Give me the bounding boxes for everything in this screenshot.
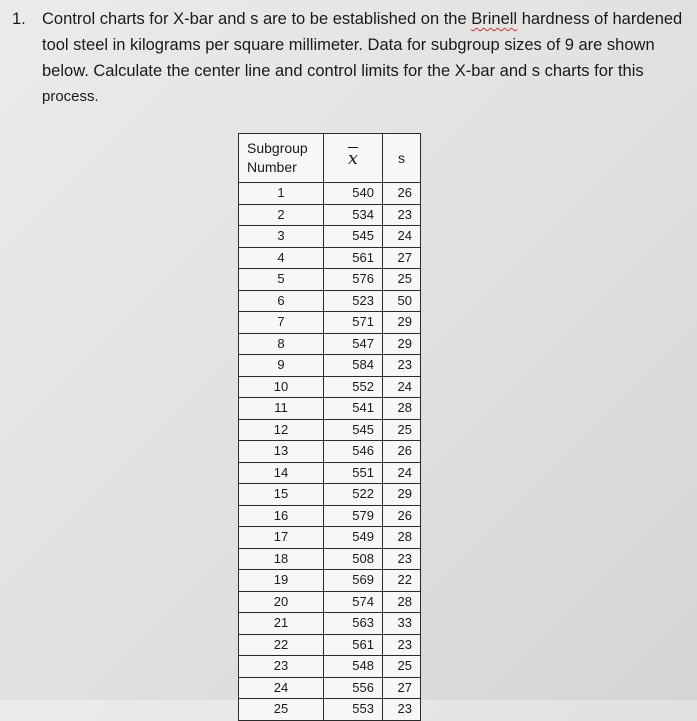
cell-xbar: 549 [324, 527, 383, 549]
cell-s: 28 [383, 591, 421, 613]
cell-xbar: 541 [324, 398, 383, 420]
table-row [239, 677, 421, 699]
table-row [239, 484, 421, 506]
cell-subgroup-number: 20 [239, 591, 324, 613]
xbar-symbol: $\overline{x}$ [347, 147, 359, 169]
cell-s: 25 [383, 419, 421, 441]
cell-s: 24 [383, 376, 421, 398]
table-row [239, 699, 421, 721]
cell-subgroup-number: 4 [239, 247, 324, 269]
cell-xbar: 563 [324, 613, 383, 635]
cell-s: 50 [383, 290, 421, 312]
cell-s: 26 [383, 505, 421, 527]
brinell-word: Brinell [471, 10, 518, 28]
cell-s: 28 [383, 527, 421, 549]
table-row [239, 333, 421, 355]
cell-s: 27 [383, 677, 421, 699]
table-row [239, 548, 421, 570]
question-line-3: below. Calculate the center line and control limits for the X-bar and s charts for this [42, 62, 644, 80]
cell-s: 23 [383, 204, 421, 226]
cell-s: 25 [383, 269, 421, 291]
cell-subgroup-number: 15 [239, 484, 324, 506]
cell-xbar: 547 [324, 333, 383, 355]
question-line-1 [42, 6, 692, 32]
cell-s: 25 [383, 656, 421, 678]
cell-s: 29 [383, 312, 421, 334]
cell-xbar: 584 [324, 355, 383, 377]
table-row [239, 591, 421, 613]
question-text [42, 6, 692, 110]
cell-xbar: 574 [324, 591, 383, 613]
cell-xbar: 561 [324, 247, 383, 269]
cell-s: 24 [383, 226, 421, 248]
cell-subgroup-number: 24 [239, 677, 324, 699]
cell-subgroup-number: 7 [239, 312, 324, 334]
cell-subgroup-number: 13 [239, 441, 324, 463]
question-line-1-end: hardness of hardened [517, 10, 683, 28]
cell-xbar: 548 [324, 656, 383, 678]
header-subgroup-number: Subgroup Number [239, 134, 324, 183]
cell-s: 26 [383, 183, 421, 205]
cell-xbar: 522 [324, 484, 383, 506]
table-row [239, 398, 421, 420]
cell-xbar: 508 [324, 548, 383, 570]
cell-subgroup-number: 23 [239, 656, 324, 678]
cell-subgroup-number: 2 [239, 204, 324, 226]
table-row [239, 462, 421, 484]
cell-xbar: 576 [324, 269, 383, 291]
cell-xbar: 545 [324, 419, 383, 441]
cell-xbar: 553 [324, 699, 383, 721]
cell-subgroup-number: 22 [239, 634, 324, 656]
question-line-2: tool steel in kilograms per square millimeter. Data for subgroup sizes of 9 are shown [42, 36, 655, 54]
table-row [239, 527, 421, 549]
cell-subgroup-number: 16 [239, 505, 324, 527]
cell-xbar: 540 [324, 183, 383, 205]
table-header-row [239, 134, 421, 183]
question-line-1-start: Control charts for X-bar and s are to be established on the [42, 10, 472, 28]
cell-subgroup-number: 19 [239, 570, 324, 592]
cell-subgroup-number: 11 [239, 398, 324, 420]
header-s: s [383, 134, 421, 183]
cell-s: 26 [383, 441, 421, 463]
header-xbar [324, 134, 383, 183]
table-row [239, 634, 421, 656]
cell-subgroup-number: 12 [239, 419, 324, 441]
cell-subgroup-number: 21 [239, 613, 324, 635]
cell-subgroup-number: 5 [239, 269, 324, 291]
cell-s: 22 [383, 570, 421, 592]
cell-subgroup-number: 3 [239, 226, 324, 248]
cell-xbar: 534 [324, 204, 383, 226]
cell-subgroup-number: 10 [239, 376, 324, 398]
table-row [239, 312, 421, 334]
table-body [239, 183, 421, 721]
cell-xbar: 556 [324, 677, 383, 699]
cell-xbar: 579 [324, 505, 383, 527]
cell-subgroup-number: 17 [239, 527, 324, 549]
table-row [239, 355, 421, 377]
cell-xbar: 569 [324, 570, 383, 592]
cell-xbar: 561 [324, 634, 383, 656]
cell-s: 28 [383, 398, 421, 420]
table-row [239, 570, 421, 592]
table-row [239, 183, 421, 205]
cell-s: 33 [383, 613, 421, 635]
cell-xbar: 551 [324, 462, 383, 484]
cell-s: 27 [383, 247, 421, 269]
table-row [239, 656, 421, 678]
table-row [239, 419, 421, 441]
cell-xbar: 552 [324, 376, 383, 398]
table-row [239, 290, 421, 312]
cell-xbar: 545 [324, 226, 383, 248]
cell-subgroup-number: 25 [239, 699, 324, 721]
cell-subgroup-number: 18 [239, 548, 324, 570]
cell-subgroup-number: 8 [239, 333, 324, 355]
cell-subgroup-number: 1 [239, 183, 324, 205]
cell-subgroup-number: 6 [239, 290, 324, 312]
cell-s: 29 [383, 333, 421, 355]
table-row [239, 441, 421, 463]
cell-s: 24 [383, 462, 421, 484]
question-line-4: process. [42, 88, 99, 105]
question-number: 1. [12, 10, 26, 28]
table-row [239, 613, 421, 635]
cell-xbar: 571 [324, 312, 383, 334]
table-row [239, 376, 421, 398]
table-row [239, 247, 421, 269]
cell-s: 23 [383, 355, 421, 377]
cell-subgroup-number: 9 [239, 355, 324, 377]
table-row [239, 204, 421, 226]
cell-s: 29 [383, 484, 421, 506]
cell-xbar: 523 [324, 290, 383, 312]
cell-s: 23 [383, 699, 421, 721]
cell-subgroup-number: 14 [239, 462, 324, 484]
table-row [239, 269, 421, 291]
data-table [238, 133, 421, 721]
cell-xbar: 546 [324, 441, 383, 463]
table-row [239, 226, 421, 248]
cell-s: 23 [383, 548, 421, 570]
table-row [239, 505, 421, 527]
cell-s: 23 [383, 634, 421, 656]
